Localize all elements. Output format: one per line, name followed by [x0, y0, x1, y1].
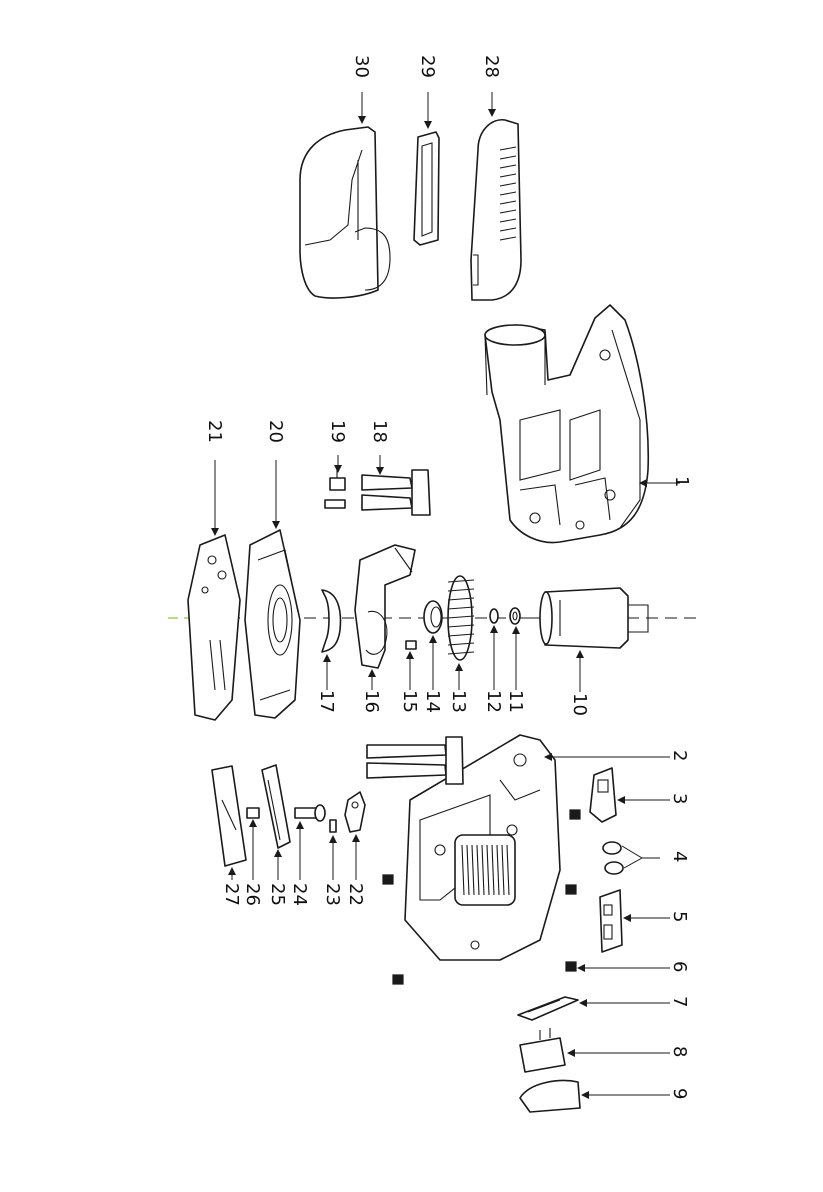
part-7-cover-plate — [518, 997, 578, 1020]
callout-6: 6 — [669, 961, 690, 973]
callout-9: 9 — [669, 1088, 690, 1100]
callout-23: 23 — [322, 883, 343, 906]
part-30-top-cover — [300, 127, 390, 298]
part-17-clip — [322, 590, 340, 652]
callout-28: 28 — [481, 55, 502, 78]
callout-4: 4 — [669, 851, 690, 863]
callout-18: 18 — [369, 420, 390, 443]
callout-1: 1 — [671, 476, 692, 488]
callout-30: 30 — [351, 55, 372, 78]
callout-8: 8 — [669, 1046, 690, 1058]
part-22-lever — [345, 792, 365, 832]
part-21-base-plate — [188, 535, 240, 720]
part-19-screws — [325, 468, 345, 508]
part-14-bearing — [424, 601, 442, 633]
callout-10: 10 — [569, 693, 590, 716]
part-23-spring — [330, 820, 336, 832]
callout-12: 12 — [483, 690, 504, 713]
callout-3: 3 — [669, 793, 690, 805]
part-27-plate — [212, 766, 246, 866]
part-18-brush-holder — [362, 470, 430, 515]
callout-5: 5 — [669, 911, 690, 923]
callout-13: 13 — [448, 690, 469, 713]
brush-holder-assembly — [367, 737, 463, 784]
part-26-nut — [247, 808, 259, 818]
part-4-spacers — [603, 842, 623, 874]
part-10-motor — [520, 588, 648, 648]
part-9-knob — [520, 1081, 580, 1112]
part-24-shaft — [295, 805, 325, 821]
callout-15: 15 — [399, 690, 420, 713]
callout-14: 14 — [422, 690, 443, 713]
part-28-rear-cover — [471, 120, 521, 300]
callout-25: 25 — [267, 883, 288, 906]
callout-16: 16 — [361, 690, 382, 713]
callout-17: 17 — [316, 690, 337, 713]
part-25-rail — [262, 765, 290, 848]
part-8-switch-button — [520, 1028, 565, 1072]
part-15-pin — [406, 641, 416, 649]
part-5-circuit-board — [600, 890, 622, 952]
callout-7: 7 — [669, 996, 690, 1008]
callout-20: 20 — [265, 420, 286, 443]
part-12-washer — [490, 609, 498, 623]
part-1-main-housing — [485, 305, 648, 543]
callout-21: 21 — [204, 420, 225, 443]
callout-29: 29 — [417, 55, 438, 78]
callout-2: 2 — [669, 750, 690, 762]
callout-27: 27 — [221, 883, 242, 906]
part-20-sanding-pad — [245, 530, 300, 718]
callout-22: 22 — [345, 883, 366, 906]
part-13-fan — [448, 576, 474, 660]
part-11-washer — [510, 608, 520, 624]
part-3-switch — [590, 768, 616, 822]
callout-11: 11 — [505, 690, 526, 713]
callout-19: 19 — [327, 420, 348, 443]
part-29-gasket — [414, 132, 439, 245]
callout-26: 26 — [242, 883, 263, 906]
callout-24: 24 — [289, 883, 310, 906]
